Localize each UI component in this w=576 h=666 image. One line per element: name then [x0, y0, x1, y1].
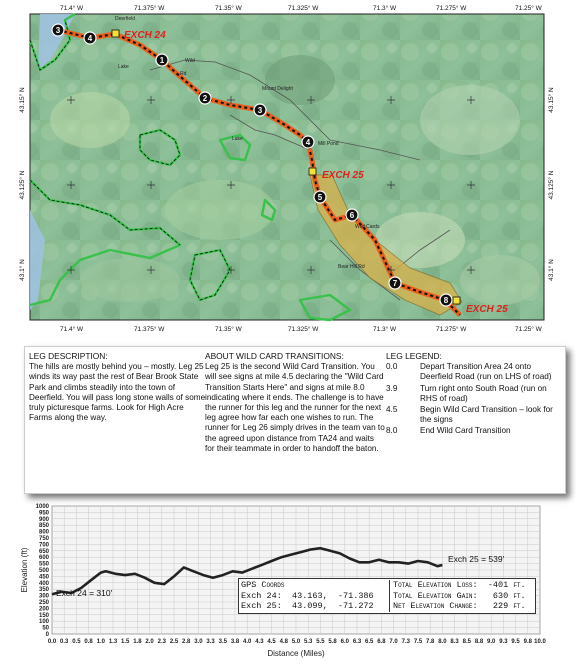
x-tick-label: 8.0 — [438, 639, 447, 645]
x-tick-label: 8.3 — [450, 639, 459, 645]
svg-text:7: 7 — [392, 279, 398, 288]
legend-mile: 8.0 — [386, 426, 398, 436]
road-label: Mount Delight — [262, 86, 293, 92]
lon-label-bottom: 71.4° W — [60, 326, 84, 333]
x-tick-label: 0.0 — [47, 639, 57, 645]
svg-text:1: 1 — [159, 56, 165, 65]
total-gain: Total Elevation Gain: 630 ft. — [393, 590, 526, 601]
leg-description-text: The hills are mostly behind you – mostly. Leg 25 winds its way past the rest of Bear Brook State Park and climbs steadily into the town of Deerfield. You will pass long stone walls of some truly picturesque farms. Look for High Acre Farms along the way. — [29, 362, 206, 423]
gps-row: Exch 25: 43.099, -71.272 — [241, 601, 374, 612]
leg-description — [29, 351, 209, 423]
road-label: Rd — [180, 71, 187, 77]
x-tick-label: 2.3 — [157, 639, 166, 645]
lon-label-bottom: 71.3° W — [373, 326, 397, 333]
svg-text:3: 3 — [55, 26, 61, 35]
x-tick-label: 6.5 — [365, 639, 374, 645]
route-marker — [389, 277, 401, 289]
svg-text:EXCH 25: EXCH 25 — [466, 304, 508, 315]
svg-text:4: 4 — [305, 138, 311, 147]
x-tick-label: 4.0 — [243, 639, 252, 645]
elevation-totals — [389, 580, 537, 612]
road-label: Lake — [232, 136, 243, 142]
x-tick-label: 1.0 — [96, 639, 105, 645]
x-tick-label: 0.8 — [84, 639, 93, 645]
y-tick-label: 600 — [38, 555, 49, 562]
x-tick-label: 7.5 — [413, 639, 423, 645]
x-tick-labels — [48, 639, 547, 645]
svg-text:2: 2 — [202, 94, 208, 103]
x-tick-label: 1.3 — [108, 639, 118, 645]
road-label: Wild Cards — [355, 224, 380, 230]
route-marker — [302, 136, 314, 148]
y-tick-label: 0 — [45, 632, 49, 638]
y-tick-label: 200 — [38, 606, 49, 613]
x-tick-label: 7.3 — [401, 639, 410, 645]
x-tick-label: 9.0 — [487, 639, 496, 645]
lon-label-bottom: 71.275° W — [436, 326, 467, 333]
x-tick-label: 2.0 — [145, 639, 154, 645]
legend-mile: 0.0 — [386, 362, 398, 372]
x-tick-label: 8.8 — [474, 639, 484, 645]
lat-label-left: 43.1° N — [19, 259, 26, 281]
lon-label-bottom: 71.25° W — [515, 326, 542, 333]
lon-label-top: 71.4° W — [60, 5, 84, 12]
y-tick-label: 150 — [38, 612, 49, 619]
y-tick-label: 650 — [38, 548, 49, 555]
gps-coords — [241, 580, 391, 612]
lat-label-right: 43.15° N — [548, 87, 555, 113]
plot-grid — [52, 506, 540, 634]
x-tick-label: 4.3 — [255, 639, 264, 645]
lon-label-top: 71.3° W — [373, 5, 397, 12]
x-tick-label: 3.0 — [194, 639, 203, 645]
x-axis-label: Distance (Miles) — [267, 649, 325, 658]
route-marker — [314, 191, 326, 203]
total-loss: Total Elevation Loss: -401 ft. — [393, 580, 526, 590]
x-tick-label: 0.3 — [60, 639, 69, 645]
y-tick-label: 300 — [38, 593, 49, 600]
svg-text:5: 5 — [317, 193, 323, 202]
road-label: Bear Hill Rd — [338, 264, 365, 270]
x-tick-label: 6.0 — [340, 639, 349, 645]
x-tick-label: 7.8 — [426, 639, 435, 645]
y-tick-label: 100 — [38, 619, 49, 626]
legend-text: Depart Transition Area 24 onto Deerfield Road (run on LHS of road) — [420, 362, 552, 382]
legend-row — [386, 362, 556, 382]
route-marker — [52, 24, 64, 36]
gps-title: GPS Coords — [241, 580, 285, 590]
svg-text:6: 6 — [349, 211, 355, 220]
legend-text: End Wild Card Transition — [420, 426, 511, 436]
x-tick-label: 3.3 — [206, 639, 215, 645]
y-tick-label: 50 — [42, 625, 49, 632]
route-marker — [346, 209, 358, 221]
road-label: Deerfield — [115, 16, 136, 22]
y-axis-label: Elevation (ft) — [20, 547, 29, 593]
x-tick-label: 9.8 — [523, 639, 532, 645]
lon-label-top: 71.325° W — [288, 5, 319, 12]
y-tick-label: 350 — [38, 587, 49, 594]
svg-text:4: 4 — [87, 34, 93, 43]
lon-label-top: 71.25° W — [515, 5, 542, 12]
y-tick-label: 750 — [38, 536, 49, 542]
route-marker — [199, 92, 211, 104]
lat-label-left: 43.125° N — [19, 170, 26, 200]
lat-label-right: 43.1° N — [548, 259, 555, 281]
lon-label-top: 71.375° W — [134, 5, 165, 12]
leg-description-title: LEG DESCRIPTION: — [29, 351, 108, 361]
wild-card-info — [205, 351, 385, 454]
y-tick-label: 550 — [38, 561, 49, 568]
gps-row: Exch 24: 43.163, -71.386 — [241, 590, 374, 601]
wild-card-text: Leg 25 is the second Wild Card Transition. You will see signs at mile 4.5 declaring the "Wild Card Transition Starts Here" and signs at mile 8.0 indicating where it ends. The challenge is to have the runner for this leg and the runner for the next leg agree how far each one wishes to run. The runner for Leg 26 simply drives in the team van to the agreed upon distance from TA24 and waits for their teammate in order to handoff the baton. — [205, 362, 385, 453]
route-marker — [84, 32, 96, 44]
lon-label-bottom: 71.325° W — [288, 326, 319, 333]
end-elevation-label: Exch 25 = 539' — [448, 554, 505, 564]
stats-box — [238, 578, 536, 614]
x-tick-label: 4.5 — [267, 639, 276, 645]
leg-legend — [386, 351, 556, 438]
road-label: Lake — [118, 64, 129, 70]
svg-text:EXCH 25: EXCH 25 — [322, 170, 364, 181]
x-tick-label: 3.8 — [230, 639, 240, 645]
x-tick-label: 6.3 — [352, 639, 362, 645]
road-label: Mill Pond — [318, 141, 339, 147]
svg-text:EXCH 24: EXCH 24 — [124, 30, 166, 41]
x-tick-label: 8.5 — [462, 639, 471, 645]
legend-mile: 3.9 — [386, 383, 398, 393]
svg-text:3: 3 — [257, 106, 263, 115]
lat-label-left: 43.15° N — [19, 87, 26, 113]
legend-text: Begin Wild Card Transition – look for the signs — [420, 405, 553, 425]
x-tick-label: 5.5 — [316, 639, 325, 645]
x-tick-label: 6.8 — [377, 639, 386, 645]
legend-row — [386, 426, 556, 436]
leg-legend-title: LEG LEGEND: — [386, 351, 442, 361]
x-tick-label: 1.5 — [121, 639, 130, 645]
y-tick-label: 1000 — [35, 504, 49, 510]
x-tick-label: 2.5 — [169, 639, 179, 645]
lon-label-top: 71.275° W — [436, 5, 467, 12]
route-marker — [440, 294, 452, 306]
x-tick-label: 4.8 — [279, 639, 288, 645]
road-label: Wild — [185, 58, 195, 64]
leg-info-panel — [24, 346, 566, 494]
route-marker — [254, 104, 266, 116]
y-tick-label: 500 — [38, 568, 49, 574]
net-change: Net Elevation Change: 229 ft. — [393, 601, 526, 612]
x-tick-label: 1.8 — [133, 639, 142, 645]
x-tick-label: 5.8 — [328, 639, 337, 645]
legend-mile: 4.5 — [386, 405, 398, 415]
lon-label-bottom: 71.375° W — [134, 326, 165, 333]
lat-label-right: 43.125° N — [548, 170, 555, 200]
x-tick-label: 9.5 — [511, 639, 520, 645]
x-tick-label: 5.3 — [304, 639, 313, 645]
legend-text: Turn right onto South Road (run on RHS of road) — [420, 383, 547, 403]
y-tick-labels — [36, 504, 50, 638]
y-tick-label: 700 — [38, 542, 49, 549]
lon-label-bottom: 71.35° W — [215, 326, 242, 333]
x-tick-label: 0.5 — [72, 639, 81, 645]
start-elevation-label: Exch 24 = 310' — [56, 588, 113, 598]
svg-text:8: 8 — [443, 296, 449, 305]
y-tick-label: 800 — [38, 529, 49, 536]
x-tick-label: 5.0 — [291, 639, 301, 645]
y-tick-label: 850 — [38, 523, 49, 530]
y-tick-label: 450 — [38, 574, 49, 581]
legend-row — [386, 405, 556, 425]
x-tick-label: 3.5 — [218, 639, 227, 645]
x-tick-label: 2.8 — [182, 639, 191, 645]
y-tick-label: 950 — [38, 510, 49, 517]
route-marker — [156, 54, 168, 66]
y-tick-label: 400 — [38, 580, 49, 587]
x-tick-label: 9.3 — [499, 639, 508, 645]
y-tick-label: 900 — [38, 516, 49, 523]
y-tick-label: 250 — [38, 600, 49, 606]
legend-row — [386, 384, 556, 404]
wild-card-title: ABOUT WILD CARD TRANSITIONS: — [205, 351, 344, 361]
x-tick-label: 10.0 — [534, 639, 546, 645]
x-tick-label: 7.0 — [389, 639, 398, 645]
lon-label-top: 71.35° W — [215, 5, 242, 12]
